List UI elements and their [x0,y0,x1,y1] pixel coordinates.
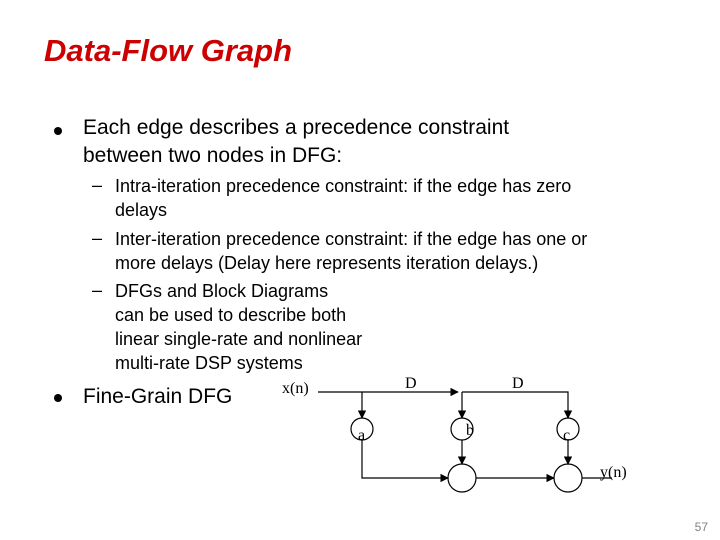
bullet-2-line-1: Fine-Grain DFG [83,385,233,408]
subitem-3-line-4: multi-rate DSP systems [115,353,303,373]
coefficient-label-b: b [466,422,474,439]
subitem-3-line-1: DFGs and Block Diagrams [115,281,329,301]
subitem-3-marker: – [92,280,103,300]
delay-label-1: D [405,375,417,392]
input-label: x(n) [282,380,309,397]
subitem-3-line-3: linear single-rate and nonlinear [115,329,363,349]
subitem-1-line-1: Intra-iteration precedence constraint: if the edge has zero [115,176,572,196]
page-title: Data-Flow Graph [44,33,293,68]
subitem-2-line-1: Inter-iteration precedence constraint: if the edge has one or [115,229,588,249]
bullet-1-line-2: between two nodes in DFG: [83,144,343,167]
adder-node-2 [554,464,582,492]
page-number: 57 [694,520,708,534]
subitem-1-marker: – [92,175,103,195]
adder-node-1 [448,464,476,492]
coefficient-label-c: c [563,427,571,444]
subitem-1-line-2: delays [115,200,168,220]
coefficient-label-a: a [358,427,366,444]
subitem-3-line-2: can be used to describe both [115,305,347,325]
subitem-2-marker: – [92,228,103,248]
output-label: y(n) [600,464,627,481]
bullet-1-line-1: Each edge describes a precedence constraint [83,116,510,139]
subitem-2-line-2: more delays (Delay here represents iteration delays.) [115,253,539,273]
mult-a-output-edge [362,440,448,478]
delay-edge-2 [462,392,568,418]
delay-label-2: D [512,375,524,392]
